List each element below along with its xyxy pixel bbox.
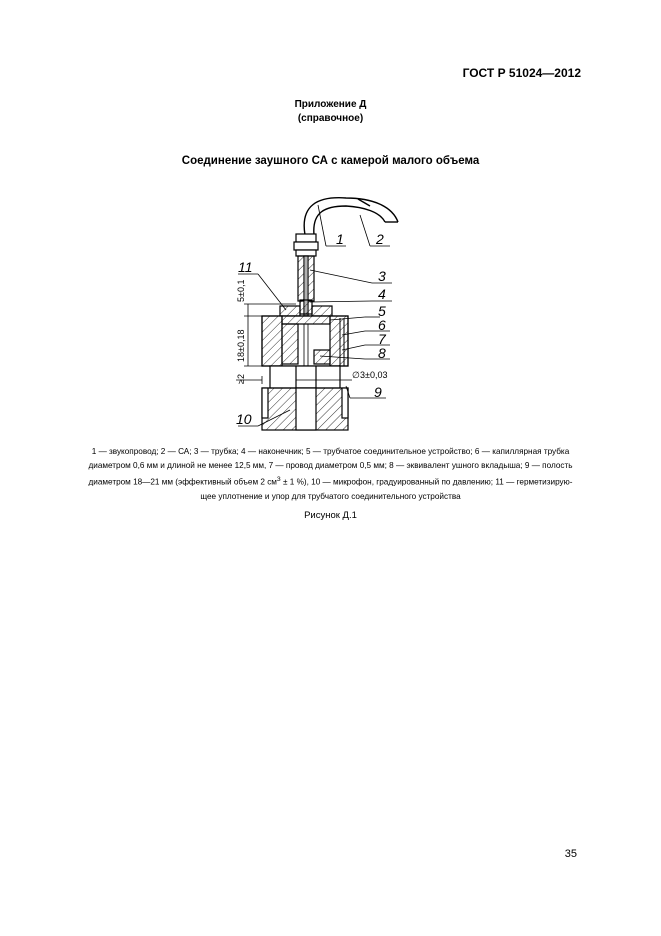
tube-connector	[294, 234, 318, 256]
dim-diameter-symbol: ∅	[352, 370, 360, 380]
legend-line-3b: ± 1 %), 10 — микрофон, градуированный по давлению; 11 — герметизирую-	[280, 477, 573, 487]
label-1: 1	[336, 231, 344, 247]
cavity	[270, 366, 340, 388]
legend-line-3a: диаметром 18—21 мм (эффективный объем 2 см	[88, 477, 277, 487]
label-7: 7	[378, 331, 386, 347]
legend-line-2: диаметром 0,6 мм и длиной не менее 12,5 мм, 7 — провод диаметром 0,5 мм; 8 — эквивалент ушного вкладыша; 9 — полость	[88, 461, 573, 470]
label-4: 4	[378, 286, 386, 302]
label-3: 3	[378, 268, 386, 284]
hook-tube	[304, 198, 398, 235]
legend-superscript: 3	[276, 476, 281, 483]
figure-title: Соединение заушного СА с камерой малого объема	[181, 155, 480, 167]
legend-line-1: 1 — звукопровод; 2 — СА; 3 — трубка; 4 — наконечник; 5 — трубчатое соединительное устройство; 6 — капиллярная трубка	[91, 447, 570, 456]
label-11: 11	[238, 259, 253, 275]
dim-height: 18±0,18	[236, 329, 246, 362]
coupler-housing	[262, 316, 348, 368]
figure-caption: Рисунок Д.1	[304, 510, 357, 521]
dim-diameter: 3±0,03	[360, 370, 388, 380]
label-6: 6	[378, 317, 386, 333]
label-9: 9	[374, 384, 382, 400]
label-5: 5	[378, 303, 386, 319]
legend-line-4: щее уплотнение и упор для трубчатого соединительного устройства	[200, 491, 461, 501]
legend-line-3	[52, 473, 609, 490]
figure-legend	[52, 445, 609, 504]
label-8: 8	[378, 345, 386, 361]
dim-gap: 5±0,1	[236, 279, 246, 302]
label-10: 10	[236, 411, 252, 427]
dim-min: ≥2	[236, 374, 246, 384]
microphone	[262, 388, 348, 430]
annex-subtitle: (справочное)	[297, 113, 364, 124]
page-number: 35	[564, 848, 577, 860]
annex-title: Приложение Д	[294, 99, 367, 110]
standard-number: ГОСТ Р 51024—2012	[462, 66, 581, 80]
label-2: 2	[376, 231, 384, 247]
